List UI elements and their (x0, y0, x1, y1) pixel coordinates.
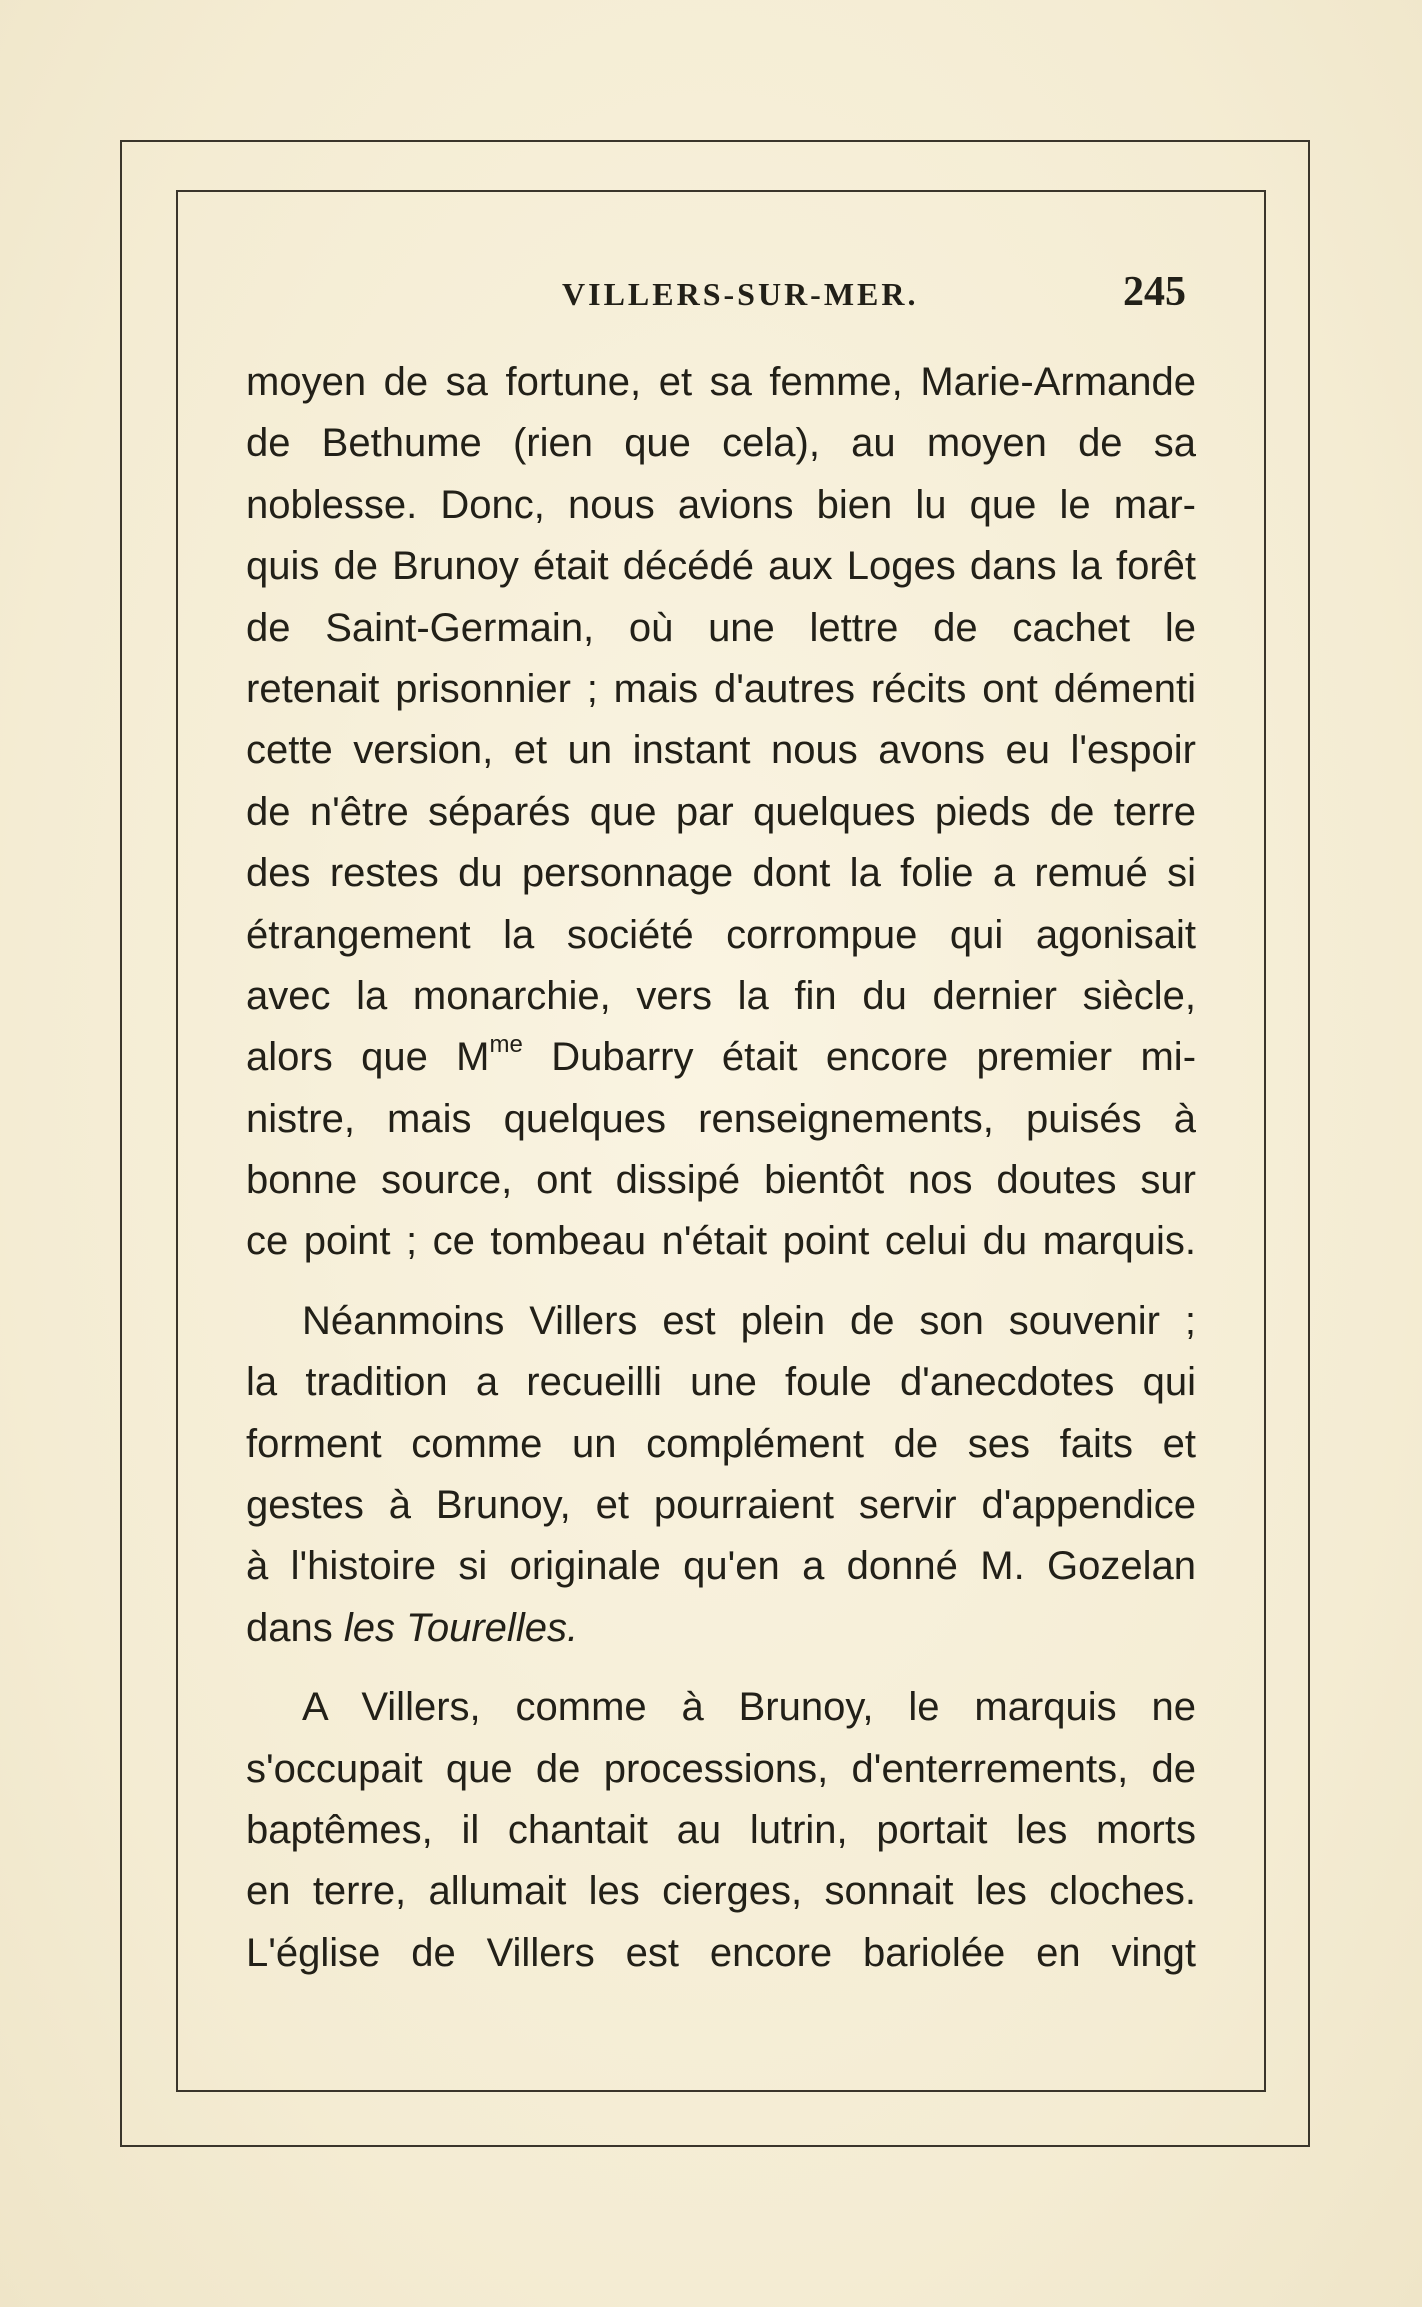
frame-inner-bottom (176, 2090, 1266, 2092)
text-line: cette version, et un instant nous avons eu l'espoir (246, 728, 1196, 773)
text-line: des restes du personnage dont la folie a remué si (246, 851, 1196, 896)
text-line: bonne source, ont dissipé bientôt nos doutes sur (246, 1158, 1196, 1203)
page-header (246, 269, 1186, 326)
text-line-with-superscript (246, 1027, 1196, 1088)
text-line: à l'histoire si originale qu'en a donné M. Gozelan (246, 1544, 1196, 1589)
text-line: baptêmes, il chantait au lutrin, portait les morts (246, 1807, 1196, 1852)
text-line: de n'être séparés que par quelques pieds de terre (246, 789, 1196, 834)
frame-outer-right (1308, 140, 1310, 2145)
text-line: Néanmoins Villers est plein de son souvenir ; (302, 1298, 1196, 1343)
text-line: ce point ; ce tombeau n'était point celui du marquis. (246, 1219, 1196, 1264)
text-segment: dans (246, 1605, 344, 1650)
text-line: la tradition a recueilli une foule d'anecdotes qui (246, 1360, 1196, 1405)
text-line: nistre, mais quelques renseignements, puisés à (246, 1096, 1196, 1141)
text-line: gestes à Brunoy, et pourraient servir d'appendice (246, 1483, 1196, 1528)
text-line: de Saint-Germain, où une lettre de cachet le (246, 605, 1196, 650)
frame-inner-right (1264, 190, 1266, 2090)
text-line: L'église de Villers est encore bariolée en vingt (246, 1930, 1196, 1975)
frame-outer-bottom (120, 2145, 1310, 2147)
text-line: moyen de sa fortune, et sa femme, Marie-Armande (246, 360, 1196, 404)
frame-outer-top (120, 140, 1310, 142)
text-line: en terre, allumait les cierges, sonnait les cloches. (246, 1869, 1196, 1914)
frame-inner-left (176, 190, 178, 2090)
frame-outer-left (120, 140, 122, 2145)
text-line: quis de Brunoy était décédé aux Loges dans la forêt (246, 544, 1196, 589)
italic-title: les Tourelles. (343, 1605, 579, 1650)
superscript: me (489, 1031, 523, 1059)
body-text (246, 352, 1196, 1984)
text-segment: Dubarry était encore premier mi- (522, 1035, 1197, 1080)
text-line: avec la monarchie, vers la fin du dernier siècle, (246, 973, 1196, 1018)
text-line: A Villers, comme à Brunoy, le marquis ne (302, 1685, 1196, 1730)
running-title: VILLERS-SUR-MER. (562, 276, 919, 312)
text-line: de Bethume (rien que cela), au moyen de sa (246, 421, 1196, 466)
text-line: forment comme un complément de ses faits et (246, 1421, 1196, 1466)
text-line (246, 1598, 1196, 1659)
text-line: étrangement la société corrompue qui agonisait (246, 912, 1196, 957)
text-line: s'occupait que de processions, d'enterrements, de (246, 1746, 1196, 1791)
text-segment: alors que M (246, 1035, 490, 1080)
page-number: 245 (1123, 269, 1186, 315)
frame-inner-top (176, 190, 1266, 192)
text-line: retenait prisonnier ; mais d'autres récits ont démenti (246, 666, 1196, 711)
text-line: noblesse. Donc, nous avions bien lu que le mar- (246, 482, 1196, 527)
